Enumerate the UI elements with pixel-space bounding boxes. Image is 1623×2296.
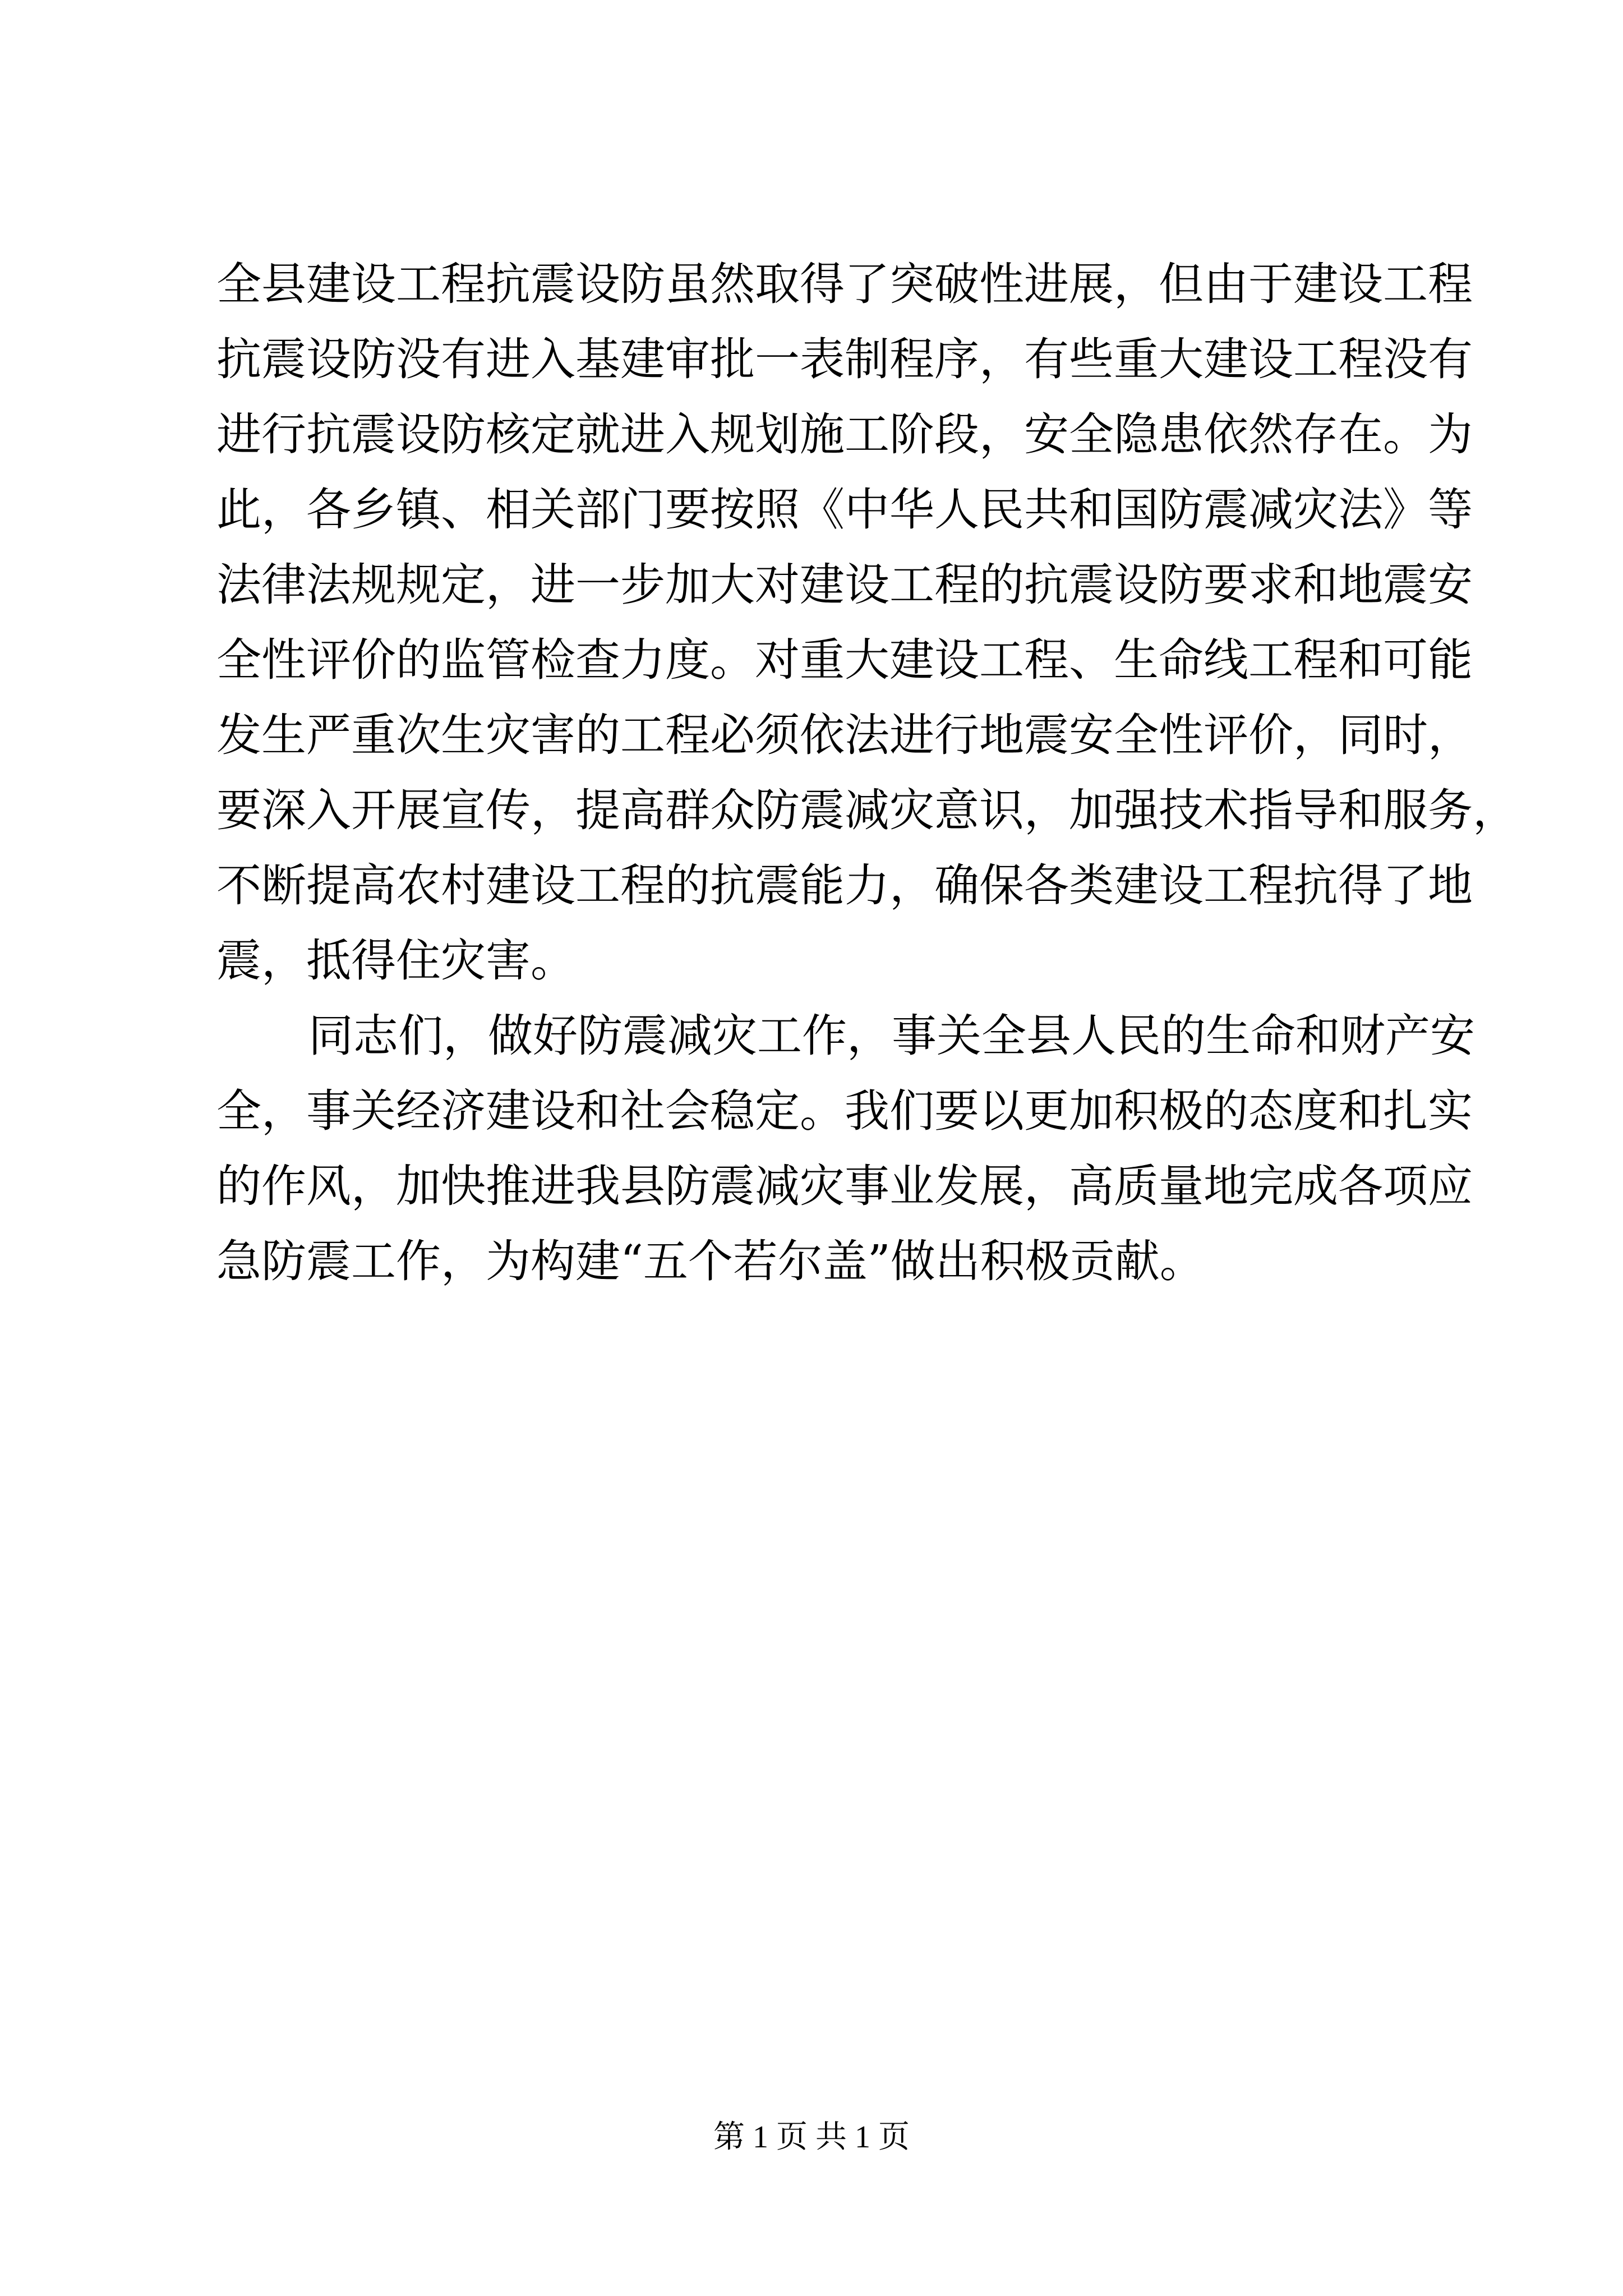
paragraph-line: 要深入开展宣传，提高群众防震减灾意识，加强技术指导和服务， — [216, 784, 1518, 836]
paragraph-line: 进行抗震设防核定就进入规划施工阶段，安全隐患依然存在。为 — [216, 408, 1473, 461]
paragraph-line: 抗震设防没有进入基建审批一表制程序，有些重大建设工程没有 — [216, 333, 1473, 385]
paragraph-line: 全县建设工程抗震设防虽然取得了突破性进展，但由于建设工程 — [216, 258, 1473, 310]
page-number-footer: 第 1 页 共 1 页 — [713, 2120, 910, 2155]
paragraph-line: 全性评价的监管检查力度。对重大建设工程、生命线工程和可能 — [216, 634, 1473, 686]
paragraph-1 — [216, 247, 1518, 999]
paragraph-line: 此，各乡镇、相关部门要按照《中华人民共和国防震减灾法》等 — [216, 484, 1473, 536]
paragraph-line: 不断提高农村建设工程的抗震能力，确保各类建设工程抗得了地 — [216, 859, 1473, 912]
paragraph-line: 法律法规规定，进一步加大对建设工程的抗震设防要求和地震安 — [216, 559, 1473, 611]
paragraph-2 — [216, 999, 1475, 1299]
paragraph-line: 发生严重次生灾害的工程必须依法进行地震安全性评价，同时， — [216, 709, 1473, 761]
document-body — [216, 247, 1518, 1299]
paragraph-line: 急防震工作，为构建“五个若尔盖”做出积极贡献。 — [216, 1235, 1205, 1287]
paragraph-line: 同志们，做好防震减灾工作，事关全县人民的生命和财产安 — [308, 1010, 1475, 1062]
paragraph-line: 震，抵得住灾害。 — [216, 935, 575, 987]
paragraph-line: 全，事关经济建设和社会稳定。我们要以更加积极的态度和扎实 — [216, 1085, 1473, 1137]
paragraph-line: 的作风，加快推进我县防震减灾事业发展，高质量地完成各项应 — [216, 1160, 1473, 1212]
